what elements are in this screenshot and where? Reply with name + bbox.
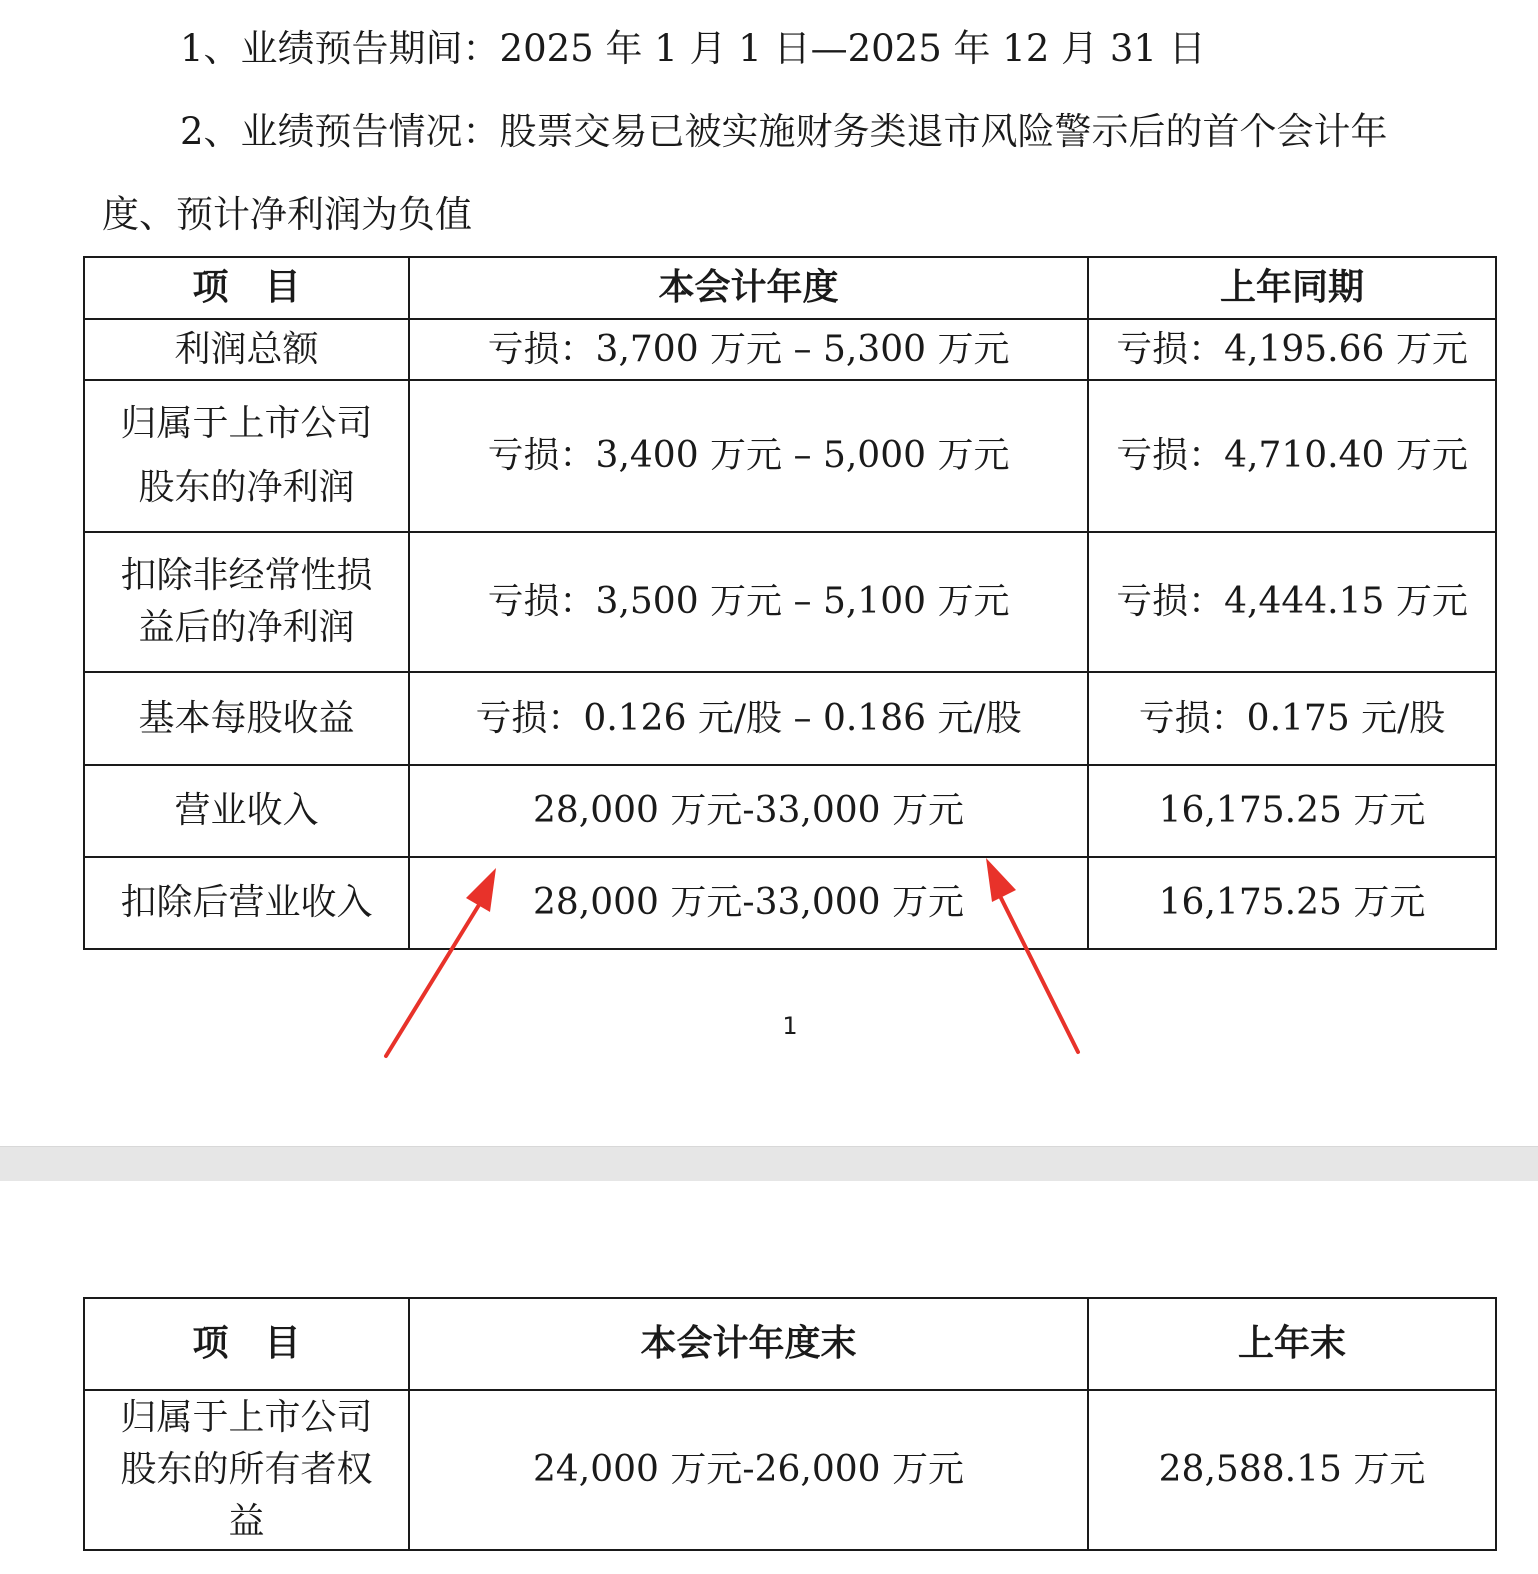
prior-value: 亏损：4,195.66 万元 [1088, 319, 1496, 380]
row-label-line: 股东的净利润 [138, 467, 355, 508]
table-row [84, 380, 1496, 532]
row-label-line: 益后的净利润 [138, 607, 355, 648]
header-prior-year-end: 上年末 [1088, 1298, 1496, 1390]
row-label [84, 1390, 409, 1550]
row-label-line: 扣除非经常性损 [120, 555, 373, 596]
prior-value: 28,588.15 万元 [1088, 1390, 1496, 1550]
header-current-year: 本会计年度 [409, 257, 1088, 319]
prior-value: 亏损：4,710.40 万元 [1088, 380, 1496, 532]
equity-table [83, 1297, 1497, 1551]
forecast-situation-line2: 度、预计净利润为负值 [102, 193, 472, 236]
table-row [84, 765, 1496, 857]
table-row [84, 319, 1496, 380]
current-value: 亏损：3,400 万元 – 5,000 万元 [409, 380, 1088, 532]
current-value: 亏损：3,500 万元 – 5,100 万元 [409, 532, 1088, 672]
row-label-line: 股东的所有者权 [120, 1449, 373, 1490]
page-number: 1 [782, 1012, 798, 1040]
forecast-period-paragraph: 1、业绩预告期间：2025 年 1 月 1 日—2025 年 12 月 31 日 [180, 27, 1206, 70]
prior-value: 16,175.25 万元 [1088, 857, 1496, 949]
current-value: 亏损：3,700 万元 – 5,300 万元 [409, 319, 1088, 380]
row-label: 营业收入 [84, 765, 409, 857]
row-label [84, 380, 409, 532]
header-item: 项 目 [84, 257, 409, 319]
table-header-row [84, 1298, 1496, 1390]
row-label-line: 归属于上市公司 [120, 1397, 373, 1438]
table-row [84, 857, 1496, 949]
prior-value: 亏损：4,444.15 万元 [1088, 532, 1496, 672]
prior-value: 亏损：0.175 元/股 [1088, 672, 1496, 765]
table-header-row [84, 257, 1496, 319]
page-separator [0, 1146, 1538, 1182]
forecast-table [83, 256, 1497, 950]
document-page-2 [0, 1181, 1538, 1574]
current-value: 28,000 万元-33,000 万元 [409, 765, 1088, 857]
table-row [84, 672, 1496, 765]
row-label: 扣除后营业收入 [84, 857, 409, 949]
row-label [84, 532, 409, 672]
current-value: 亏损：0.126 元/股 – 0.186 元/股 [409, 672, 1088, 765]
table-row [84, 532, 1496, 672]
table-row [84, 1390, 1496, 1550]
prior-value: 16,175.25 万元 [1088, 765, 1496, 857]
current-value: 24,000 万元-26,000 万元 [409, 1390, 1088, 1550]
current-value: 28,000 万元-33,000 万元 [409, 857, 1088, 949]
header-item: 项 目 [84, 1298, 409, 1390]
header-prior-year: 上年同期 [1088, 257, 1496, 319]
row-label-line: 益 [228, 1501, 265, 1542]
row-label: 利润总额 [84, 319, 409, 380]
forecast-situation-line1: 2、业绩预告情况：股票交易已被实施财务类退市风险警示后的首个会计年 [180, 110, 1388, 153]
row-label-line: 归属于上市公司 [120, 403, 373, 444]
header-current-year-end: 本会计年度末 [409, 1298, 1088, 1390]
row-label: 基本每股收益 [84, 672, 409, 765]
